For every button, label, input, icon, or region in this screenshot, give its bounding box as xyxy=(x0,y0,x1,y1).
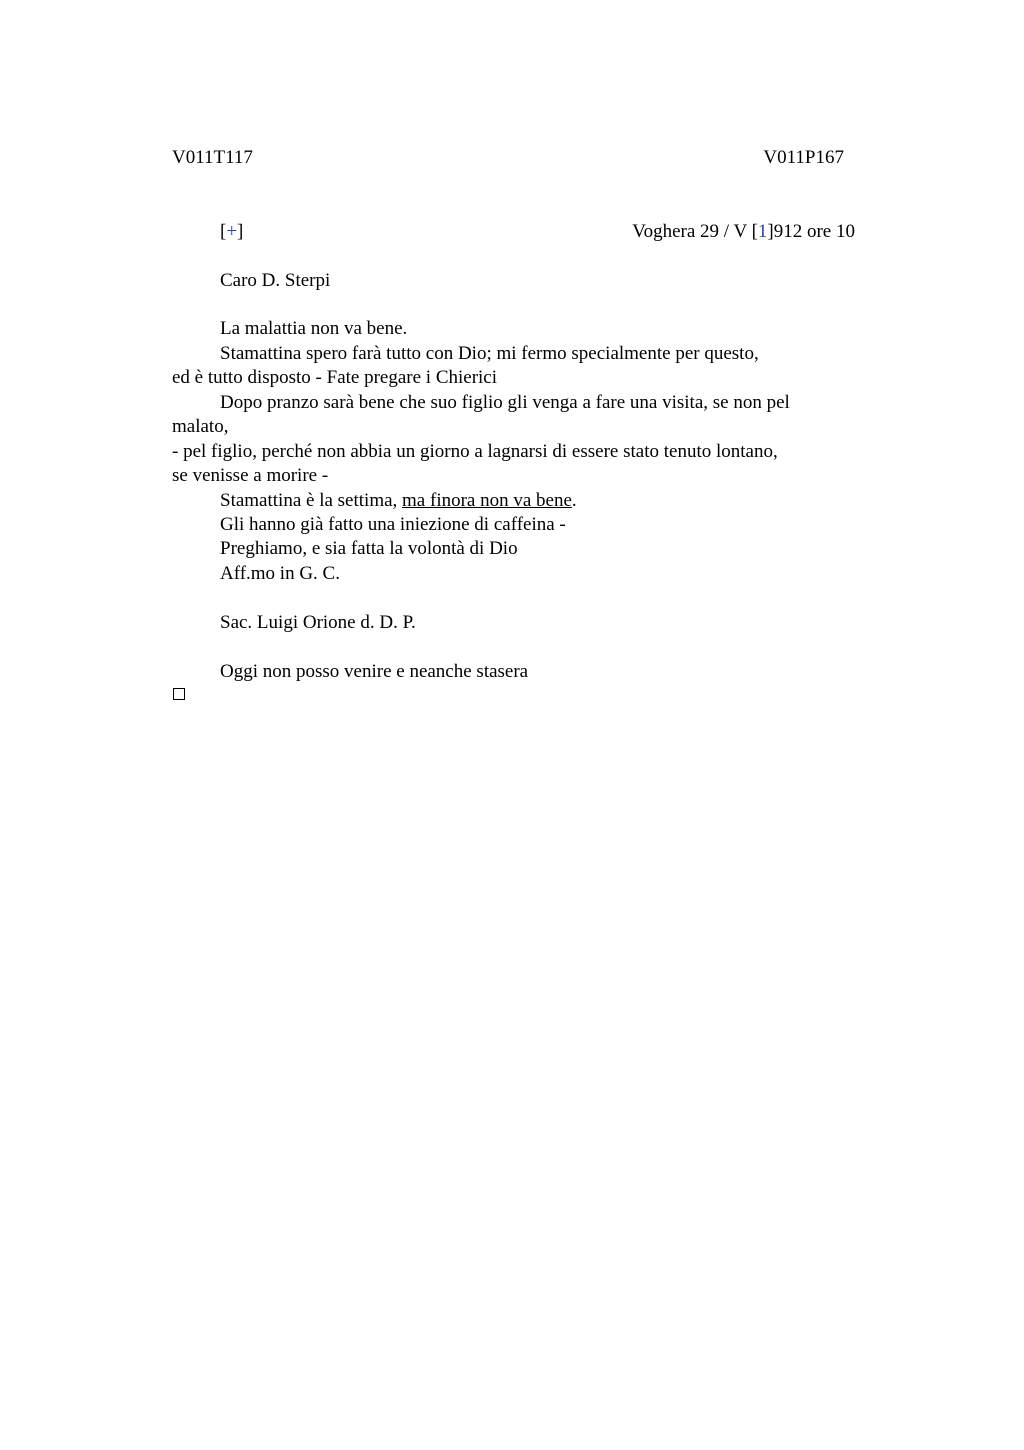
body-line: se venisse a morire - xyxy=(172,465,329,486)
body-line: ed è tutto disposto - Fate pregare i Chierici xyxy=(172,367,498,388)
body-line: - pel figlio, perché non abbia un giorno a lagnarsi di essere stato tenuto lontano, xyxy=(172,441,778,462)
postscript: Oggi non posso venire e neanche stasera xyxy=(220,661,529,682)
body-line: Preghiamo, e sia fatta la volontà di Dio xyxy=(220,538,518,559)
letter-date: Voghera 29 / V [1]912 ore 10 xyxy=(632,221,855,242)
end-square-icon xyxy=(173,688,185,700)
body-line: Stamattina spero farà tutto con Dio; mi fermo specialmente per questo, xyxy=(220,343,759,364)
signature: Sac. Luigi Orione d. D. P. xyxy=(220,612,416,633)
body-line: Dopo pranzo sarà bene che suo figlio gli venga a fare una visita, se non pel xyxy=(220,392,790,413)
body-line: Gli hanno già fatto una iniezione di caffeina - xyxy=(220,514,566,535)
document-code-left: V011T117 xyxy=(172,147,253,168)
salutation: Caro D. Sterpi xyxy=(220,270,331,291)
body-line: La malattia non va bene. xyxy=(220,318,408,339)
closing: Aff.mo in G. C. xyxy=(220,563,340,584)
underlined-text: ma finora non va bene xyxy=(402,490,572,511)
document-code-right: V011P167 xyxy=(763,147,844,168)
body-line: Stamattina è la settima, ma finora non va bene. xyxy=(220,490,577,511)
cross-marker: [+] xyxy=(220,221,244,242)
cross-link[interactable]: + xyxy=(226,221,238,242)
body-line: malato, xyxy=(172,416,229,437)
date-footnote-link[interactable]: 1 xyxy=(757,221,768,242)
